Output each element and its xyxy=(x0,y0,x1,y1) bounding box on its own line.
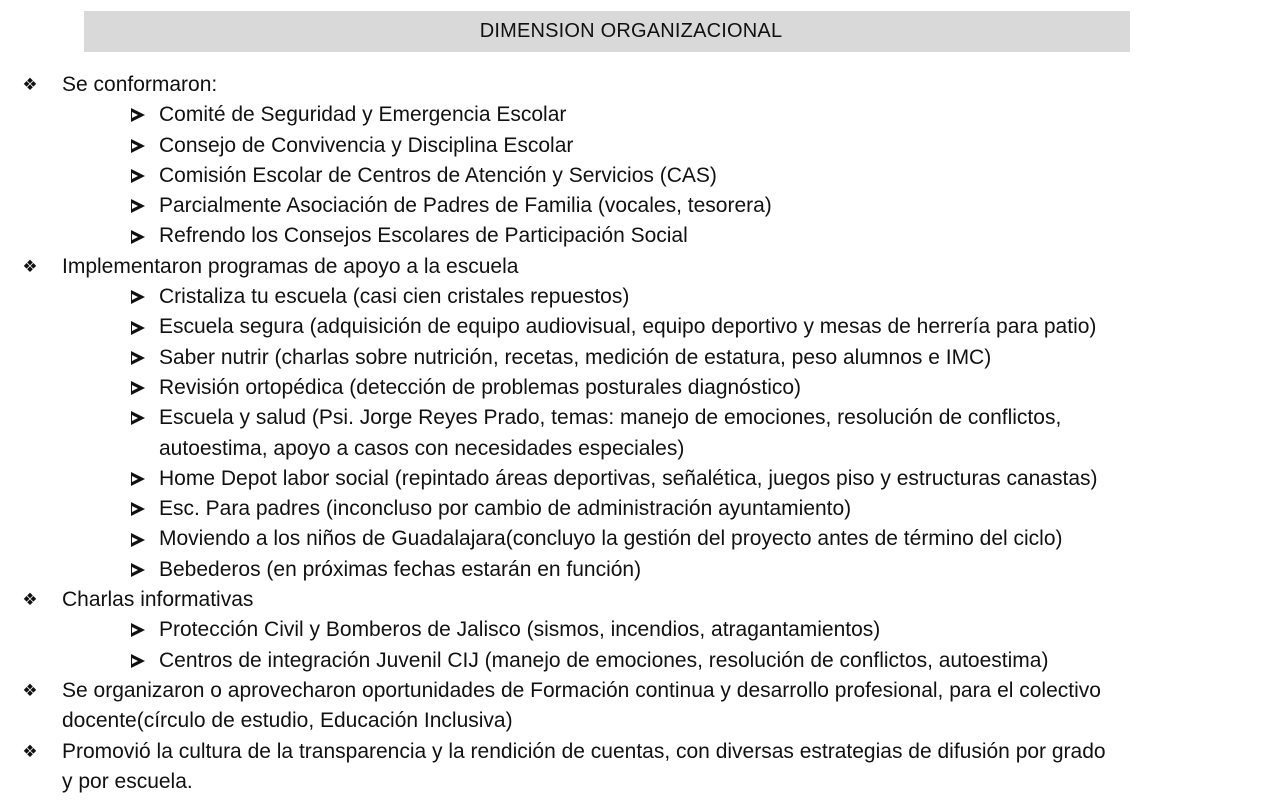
sub-list-item xyxy=(0,100,1278,130)
arrowhead-bullet-icon xyxy=(128,282,148,312)
arrowhead-bullet-icon xyxy=(128,646,148,676)
list-item xyxy=(0,676,1278,706)
list-item-text: Saber nutrir (charlas sobre nutrición, recetas, medición de estatura, peso alumnos e IMC) xyxy=(159,345,992,369)
list-item xyxy=(0,252,1278,282)
arrowhead-bullet-icon xyxy=(128,555,148,585)
list-item-text: Implementaron programas de apoyo a la escuela xyxy=(62,254,519,278)
sub-list-item xyxy=(0,524,1278,554)
four-diamond-bullet-icon: ❖ xyxy=(22,75,38,95)
arrowhead-bullet-icon xyxy=(128,464,148,494)
sub-list-item xyxy=(0,161,1278,191)
arrowhead-bullet-icon xyxy=(128,494,148,524)
arrowhead-bullet-icon xyxy=(128,221,148,251)
four-diamond-bullet-icon: ❖ xyxy=(22,741,38,762)
sub-list-item xyxy=(0,373,1278,403)
list-item-text: docente(círculo de estudio, Educación Inclusiva) xyxy=(62,709,513,733)
list-item-text: Home Depot labor social (repintado áreas deportivas, señalética, juegos piso y estructuras canastas) xyxy=(159,466,1098,490)
arrowhead-bullet-icon xyxy=(128,615,148,645)
list-item-text: Comisión Escolar de Centros de Atención y Servicios (CAS) xyxy=(159,163,717,187)
sub-list-item xyxy=(0,343,1278,373)
list-item-text: Escuela y salud (Psi. Jorge Reyes Prado, temas: manejo de emociones, resolución de conflictos, xyxy=(159,406,1062,430)
arrowhead-bullet-icon xyxy=(128,343,148,373)
list-item-text: Charlas informativas xyxy=(62,588,254,612)
list-item-text: Protección Civil y Bomberos de Jalisco (sismos, incendios, atragantamientos) xyxy=(159,618,881,642)
sub-list-item xyxy=(0,646,1278,676)
four-diamond-bullet-icon: ❖ xyxy=(22,590,38,611)
four-diamond-bullet-icon: ❖ xyxy=(22,680,38,701)
list-item xyxy=(0,706,1278,736)
arrowhead-bullet-icon xyxy=(128,312,148,342)
list-item-text: Centros de integración Juvenil CIJ (manejo de emociones, resolución de conflictos, autoestima) xyxy=(159,648,1049,672)
four-diamond-bullet-icon: ❖ xyxy=(22,256,38,277)
list-item xyxy=(0,737,1278,767)
list-item-text: Revisión ortopédica (detección de problemas posturales diagnóstico) xyxy=(159,375,802,399)
list-item-text: Consejo de Convivencia y Disciplina Escolar xyxy=(159,133,574,157)
list-item xyxy=(0,767,1278,797)
sub-list-item xyxy=(0,464,1278,494)
list-item-text: Comité de Seguridad y Emergencia Escolar xyxy=(159,103,567,127)
list-item-text: autoestima, apoyo a casos con necesidades especiales) xyxy=(159,436,685,460)
sub-list-item xyxy=(0,494,1278,524)
sub-list-item xyxy=(0,434,1278,464)
list-item xyxy=(0,70,1278,100)
list-item-text: Escuela segura (adquisición de equipo audiovisual, equipo deportivo y mesas de herrería para patio) xyxy=(159,315,1097,339)
arrowhead-bullet-icon xyxy=(128,373,148,403)
list-item-text: y por escuela. xyxy=(62,769,193,793)
sub-list-item xyxy=(0,312,1278,342)
list-item-text: Se organizaron o aprovecharon oportunidades de Formación continua y desarrollo profesional, para el colectivo xyxy=(62,678,1101,702)
list-item-text: Se conformaron: xyxy=(62,73,218,96)
list-item-text: Parcialmente Asociación de Padres de Familia (vocales, tesorera) xyxy=(159,194,772,218)
list-item-text: Promovió la cultura de la transparencia y la rendición de cuentas, con diversas estrategias de difusión por grado xyxy=(62,739,1106,763)
sub-list-item xyxy=(0,221,1278,251)
sub-list-item xyxy=(0,615,1278,645)
list-item-text: Bebederos (en próximas fechas estarán en función) xyxy=(159,557,642,581)
list-item-text: Moviendo a los niños de Guadalajara(concluyo la gestión del proyecto antes de término del ciclo) xyxy=(159,527,1063,551)
title-bar xyxy=(84,11,1130,52)
arrowhead-bullet-icon xyxy=(128,403,148,433)
sub-list-item xyxy=(0,191,1278,221)
sub-list-item xyxy=(0,282,1278,312)
list-item-text: Esc. Para padres (inconcluso por cambio de administración ayuntamiento) xyxy=(159,497,852,521)
page-title: DIMENSION ORGANIZACIONAL xyxy=(479,20,783,42)
sub-list-item xyxy=(0,131,1278,161)
list-item xyxy=(0,585,1278,615)
arrowhead-bullet-icon xyxy=(128,524,148,554)
sub-list-item xyxy=(0,555,1278,585)
arrowhead-bullet-icon xyxy=(128,100,148,130)
sub-list-item xyxy=(0,403,1278,433)
list-item-text: Cristaliza tu escuela (casi cien cristales repuestos) xyxy=(159,285,630,309)
arrowhead-bullet-icon xyxy=(128,161,148,191)
bullet-list xyxy=(0,70,1278,797)
list-item-text: Refrendo los Consejos Escolares de Participación Social xyxy=(159,224,688,248)
arrowhead-bullet-icon xyxy=(128,191,148,221)
arrowhead-bullet-icon xyxy=(128,131,148,161)
